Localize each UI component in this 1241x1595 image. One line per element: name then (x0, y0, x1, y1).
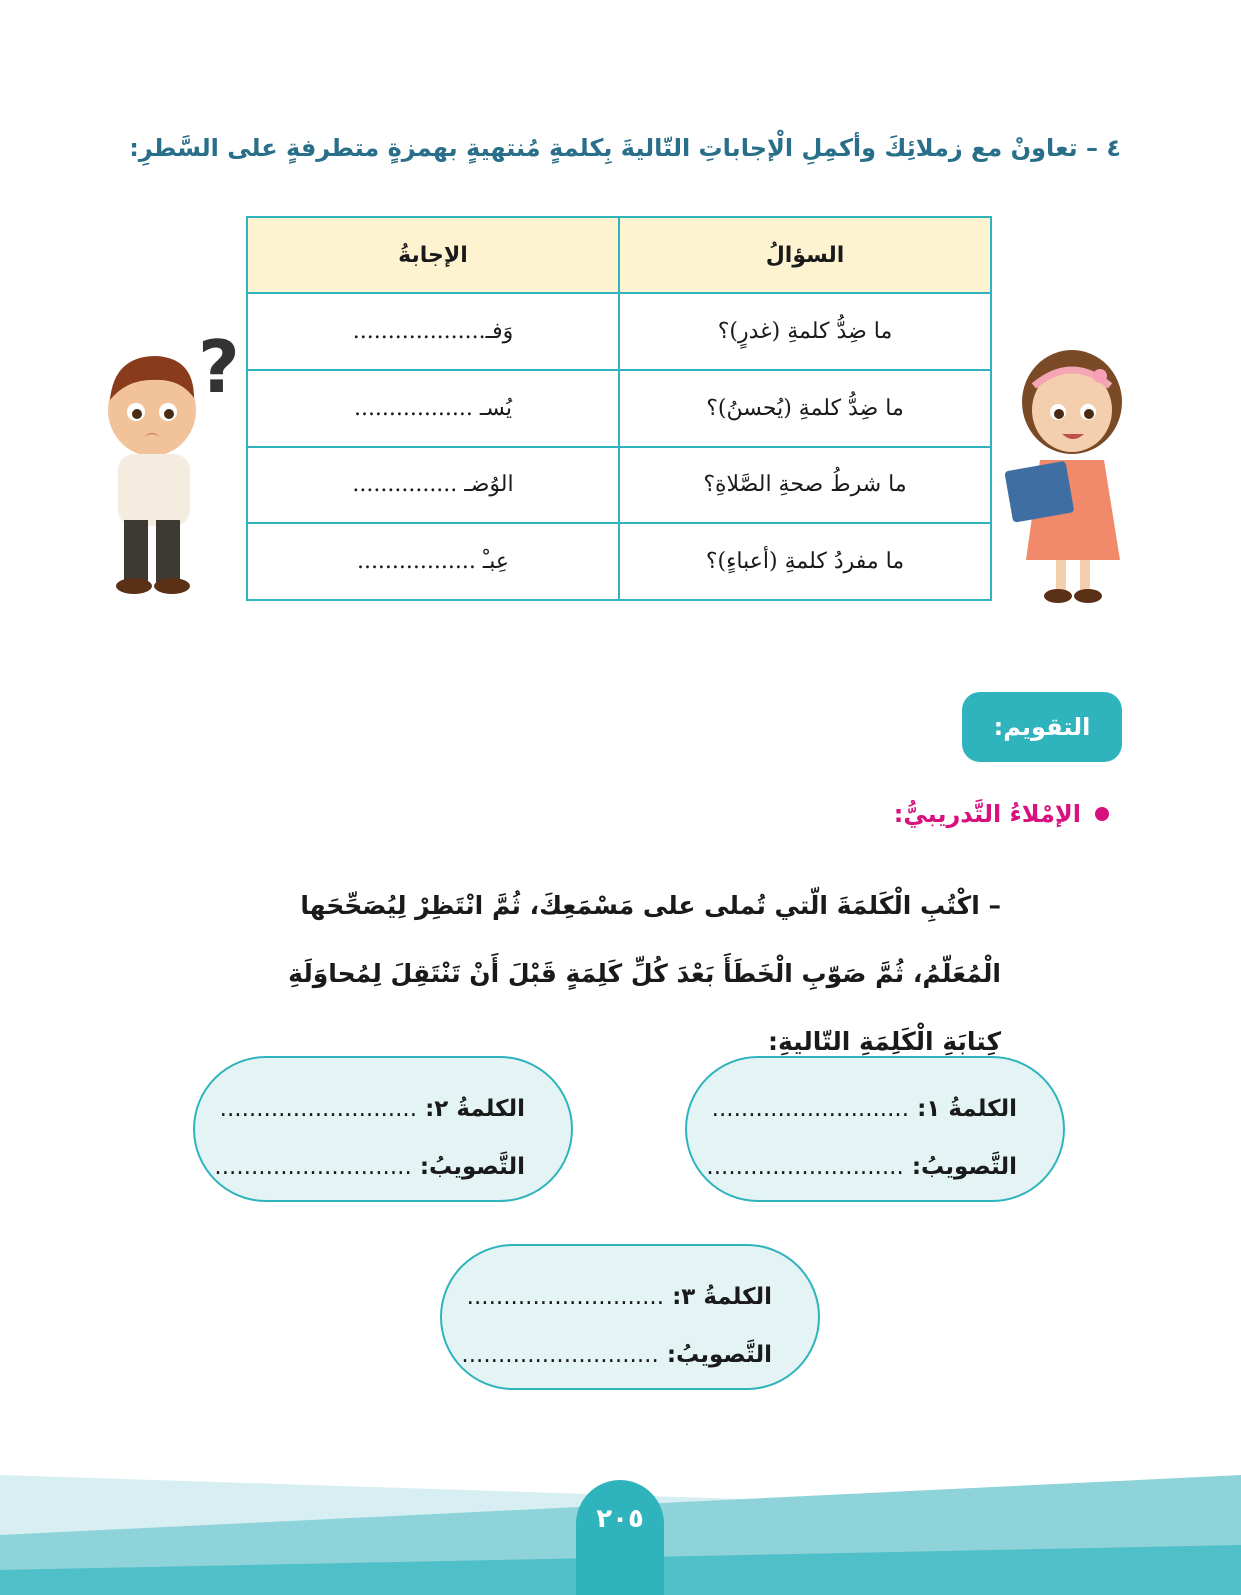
table-row (247, 447, 991, 524)
word-box-1 (685, 1056, 1065, 1202)
correction-label: التَّصويبُ: (666, 1342, 772, 1368)
question-cell: ما مفردُ كلمةِ (أعباءٍ)؟ (619, 523, 991, 600)
answer-cell[interactable]: عِبـْ ................. (247, 523, 619, 600)
dictation-section-title (894, 800, 1109, 828)
word-label: الكلمةُ ٢: (425, 1096, 525, 1122)
table-row (247, 293, 991, 370)
correction-label: التَّصويبُ: (419, 1154, 525, 1180)
word-blank[interactable]: ........................... (466, 1284, 665, 1310)
answer-cell[interactable]: يُسـ ................. (247, 370, 619, 447)
question-cell: ما ضِدُّ كلمةِ (غدرٍ)؟ (619, 293, 991, 370)
dictation-title-text: الإمْلاءُ التَّدريبيُّ: (893, 800, 1081, 828)
word-blank[interactable]: ........................... (711, 1096, 910, 1122)
question-cell: ما شرطُ صحةِ الصَّلاةِ؟ (619, 447, 991, 524)
column-header-answer: الإجابةُ (247, 217, 619, 293)
thinking-boy-illustration (90, 320, 250, 600)
reading-girl-illustration (1000, 340, 1140, 610)
word-label: الكلمةُ ٣: (672, 1284, 772, 1310)
answer-cell[interactable]: وَفـ................... (247, 293, 619, 370)
questions-table (246, 216, 992, 601)
word-box-3 (440, 1244, 820, 1390)
dictation-instruction: – اكْتُبِ الْكَلمَةَ الّتي تُملى على مَسْمَعِكَ، ثُمَّ انْتَظِرْ لِيُصَحِّحَها الْمُعَلّمُ، ثُمَّ صَوّبِ الْخَطَأَ بَعْدَ كُلِّ كَلِمَةٍ قَبْلَ أَنْ تَنْتَقِلَ لِمُحاوَلَةِ كِتابَةِ الْكَلِمَةِ التّاليةِ: (288, 891, 1001, 1056)
answer-cell[interactable]: الوُضـ ............... (247, 447, 619, 524)
correction-label: التَّصويبُ: (911, 1154, 1017, 1180)
correction-blank[interactable]: ........................... (214, 1154, 412, 1180)
word-box-2 (193, 1056, 573, 1202)
question-cell: ما ضِدُّ كلمةِ (يُحسنُ)؟ (619, 370, 991, 447)
word-blank[interactable]: ........................... (219, 1096, 418, 1122)
svg-text:?: ? (198, 325, 240, 409)
correction-blank[interactable]: ........................... (461, 1342, 659, 1368)
table-row (247, 523, 991, 600)
bullet-icon (1095, 807, 1109, 821)
evaluation-badge: التقويم: (962, 692, 1122, 762)
table-row (247, 370, 991, 447)
page-number: ٢٠٥ (576, 1480, 664, 1595)
column-header-question: السؤالُ (619, 217, 991, 293)
exercise-heading: ٤ – تعاونْ مع زملائِكَ وأكمِلِ الْإجاباتِ التّاليةَ بِكلمةٍ مُنتهيةٍ بهمزةٍ متطرفةٍ على السَّطرِ: (129, 134, 1121, 162)
word-label: الكلمةُ ١: (917, 1096, 1017, 1122)
correction-blank[interactable]: ........................... (706, 1154, 904, 1180)
